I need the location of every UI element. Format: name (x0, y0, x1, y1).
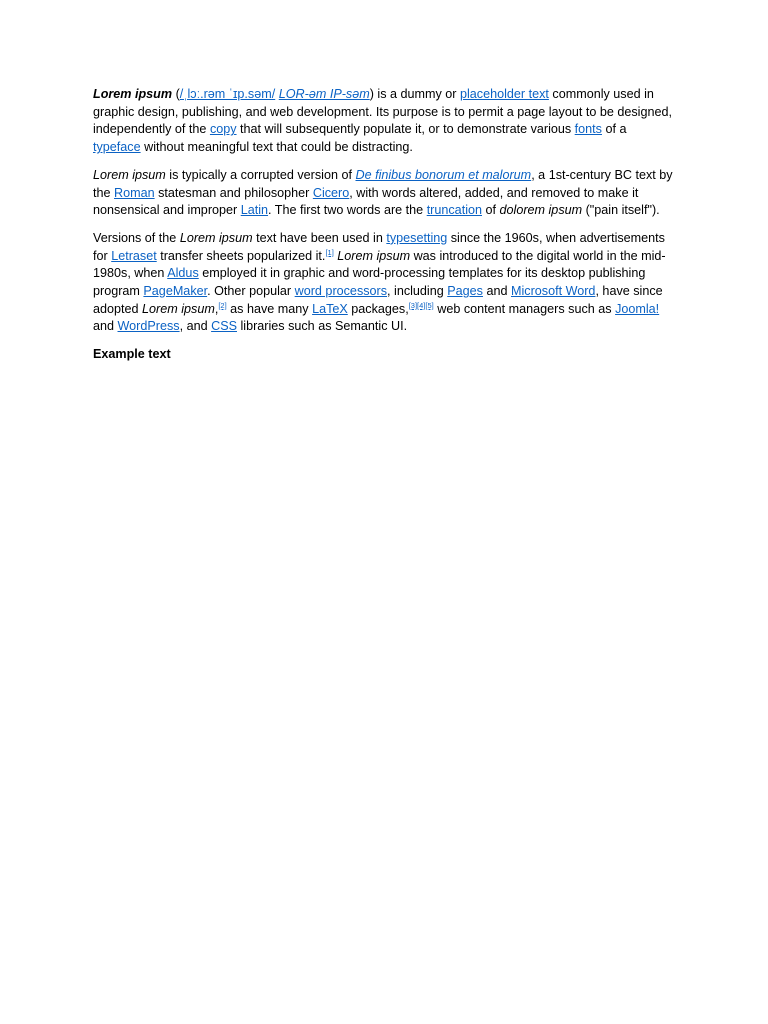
typesetting-link[interactable]: typesetting (386, 230, 448, 245)
joomla-link[interactable]: Joomla! (615, 301, 660, 316)
wordpress-link[interactable]: WordPress (117, 319, 180, 334)
latin-link[interactable]: Latin (240, 203, 269, 218)
microsoft-word-link[interactable]: Microsoft Word (510, 284, 596, 299)
reference-2-link[interactable]: [2] (218, 300, 227, 310)
term-lorem-ipsum: Lorem ipsum (93, 87, 173, 101)
fonts-link[interactable]: fonts (574, 122, 602, 137)
term-lorem-ipsum: Lorem ipsum (93, 167, 166, 182)
paragraph-history: Versions of the Lorem ipsum text have been used in typesetting since the 1960s, when advertisements for Letraset transfer sheets popularized it.[1] Lorem ipsum was introduced to the digital world in the mid-1980s, when Aldus employed it in graphic and word-processing templates for its desktop publishing program PageMaker. Other popular word processors, including Pages and Microsoft Word, have since adopted Lorem ipsum,[2] as have many LaTeX packages,[3][4][5] web content managers such as Joomla! and WordPress, and CSS libraries such as Semantic UI. (93, 230, 666, 334)
term-lorem-ipsum: Lorem ipsum (179, 230, 253, 245)
roman-link[interactable]: Roman (114, 185, 155, 200)
term-lorem-ipsum: Lorem ipsum (142, 301, 215, 316)
reference-1-link[interactable]: [1] (325, 247, 334, 257)
word-processors-link[interactable]: word processors (294, 284, 388, 299)
placeholder-text-link[interactable]: placeholder text (459, 87, 549, 101)
respelling-pronunciation-link[interactable]: LOR-əm IP-səm (278, 87, 370, 101)
copy-link[interactable]: copy (209, 122, 237, 137)
cicero-link[interactable]: Cicero (312, 185, 350, 200)
document-page (93, 86, 677, 374)
de-finibus-link[interactable]: De finibus bonorum et malorum (355, 167, 532, 182)
paragraph-origin: Lorem ipsum is typically a corrupted version of De finibus bonorum et malorum, a 1st-century BC text by the Roman statesman and philosopher Cicero, with words altered, added, and removed to make it nonsensical and improper Latin. The first two words are the truncation of dolorem ipsum ("pain itself"). (93, 167, 673, 218)
ipa-pronunciation-link[interactable]: /ˌlɔː.rəm ˈɪp.səm/ (179, 87, 276, 101)
pages-link[interactable]: Pages (447, 284, 483, 299)
latex-link[interactable]: LaTeX (312, 301, 348, 316)
css-link[interactable]: CSS (211, 319, 237, 334)
letraset-link[interactable]: Letraset (111, 248, 157, 263)
reference-3-5-link[interactable]: [3][4][5] (408, 300, 434, 310)
typeface-link[interactable]: typeface (93, 140, 141, 155)
aldus-link[interactable]: Aldus (167, 266, 199, 281)
term-dolorem-ipsum: dolorem ipsum (499, 203, 583, 218)
paragraph-intro: Lorem ipsum (/ˌlɔː.rəm ˈɪp.səm/ LOR-əm IP-səm) is a dummy or placeholder text commonly used in graphic design, publishing, and web development. Its purpose is to permit a page layout to be designed, independently of the copy that will subsequently populate it, or to demonstrate various fonts of a typeface without meaningful text that could be distracting. (93, 87, 672, 155)
pagemaker-link[interactable]: PageMaker (143, 284, 208, 299)
section-heading-example-text: Example text (93, 347, 171, 362)
truncation-link[interactable]: truncation (426, 203, 482, 218)
term-lorem-ipsum: Lorem ipsum (337, 248, 411, 263)
